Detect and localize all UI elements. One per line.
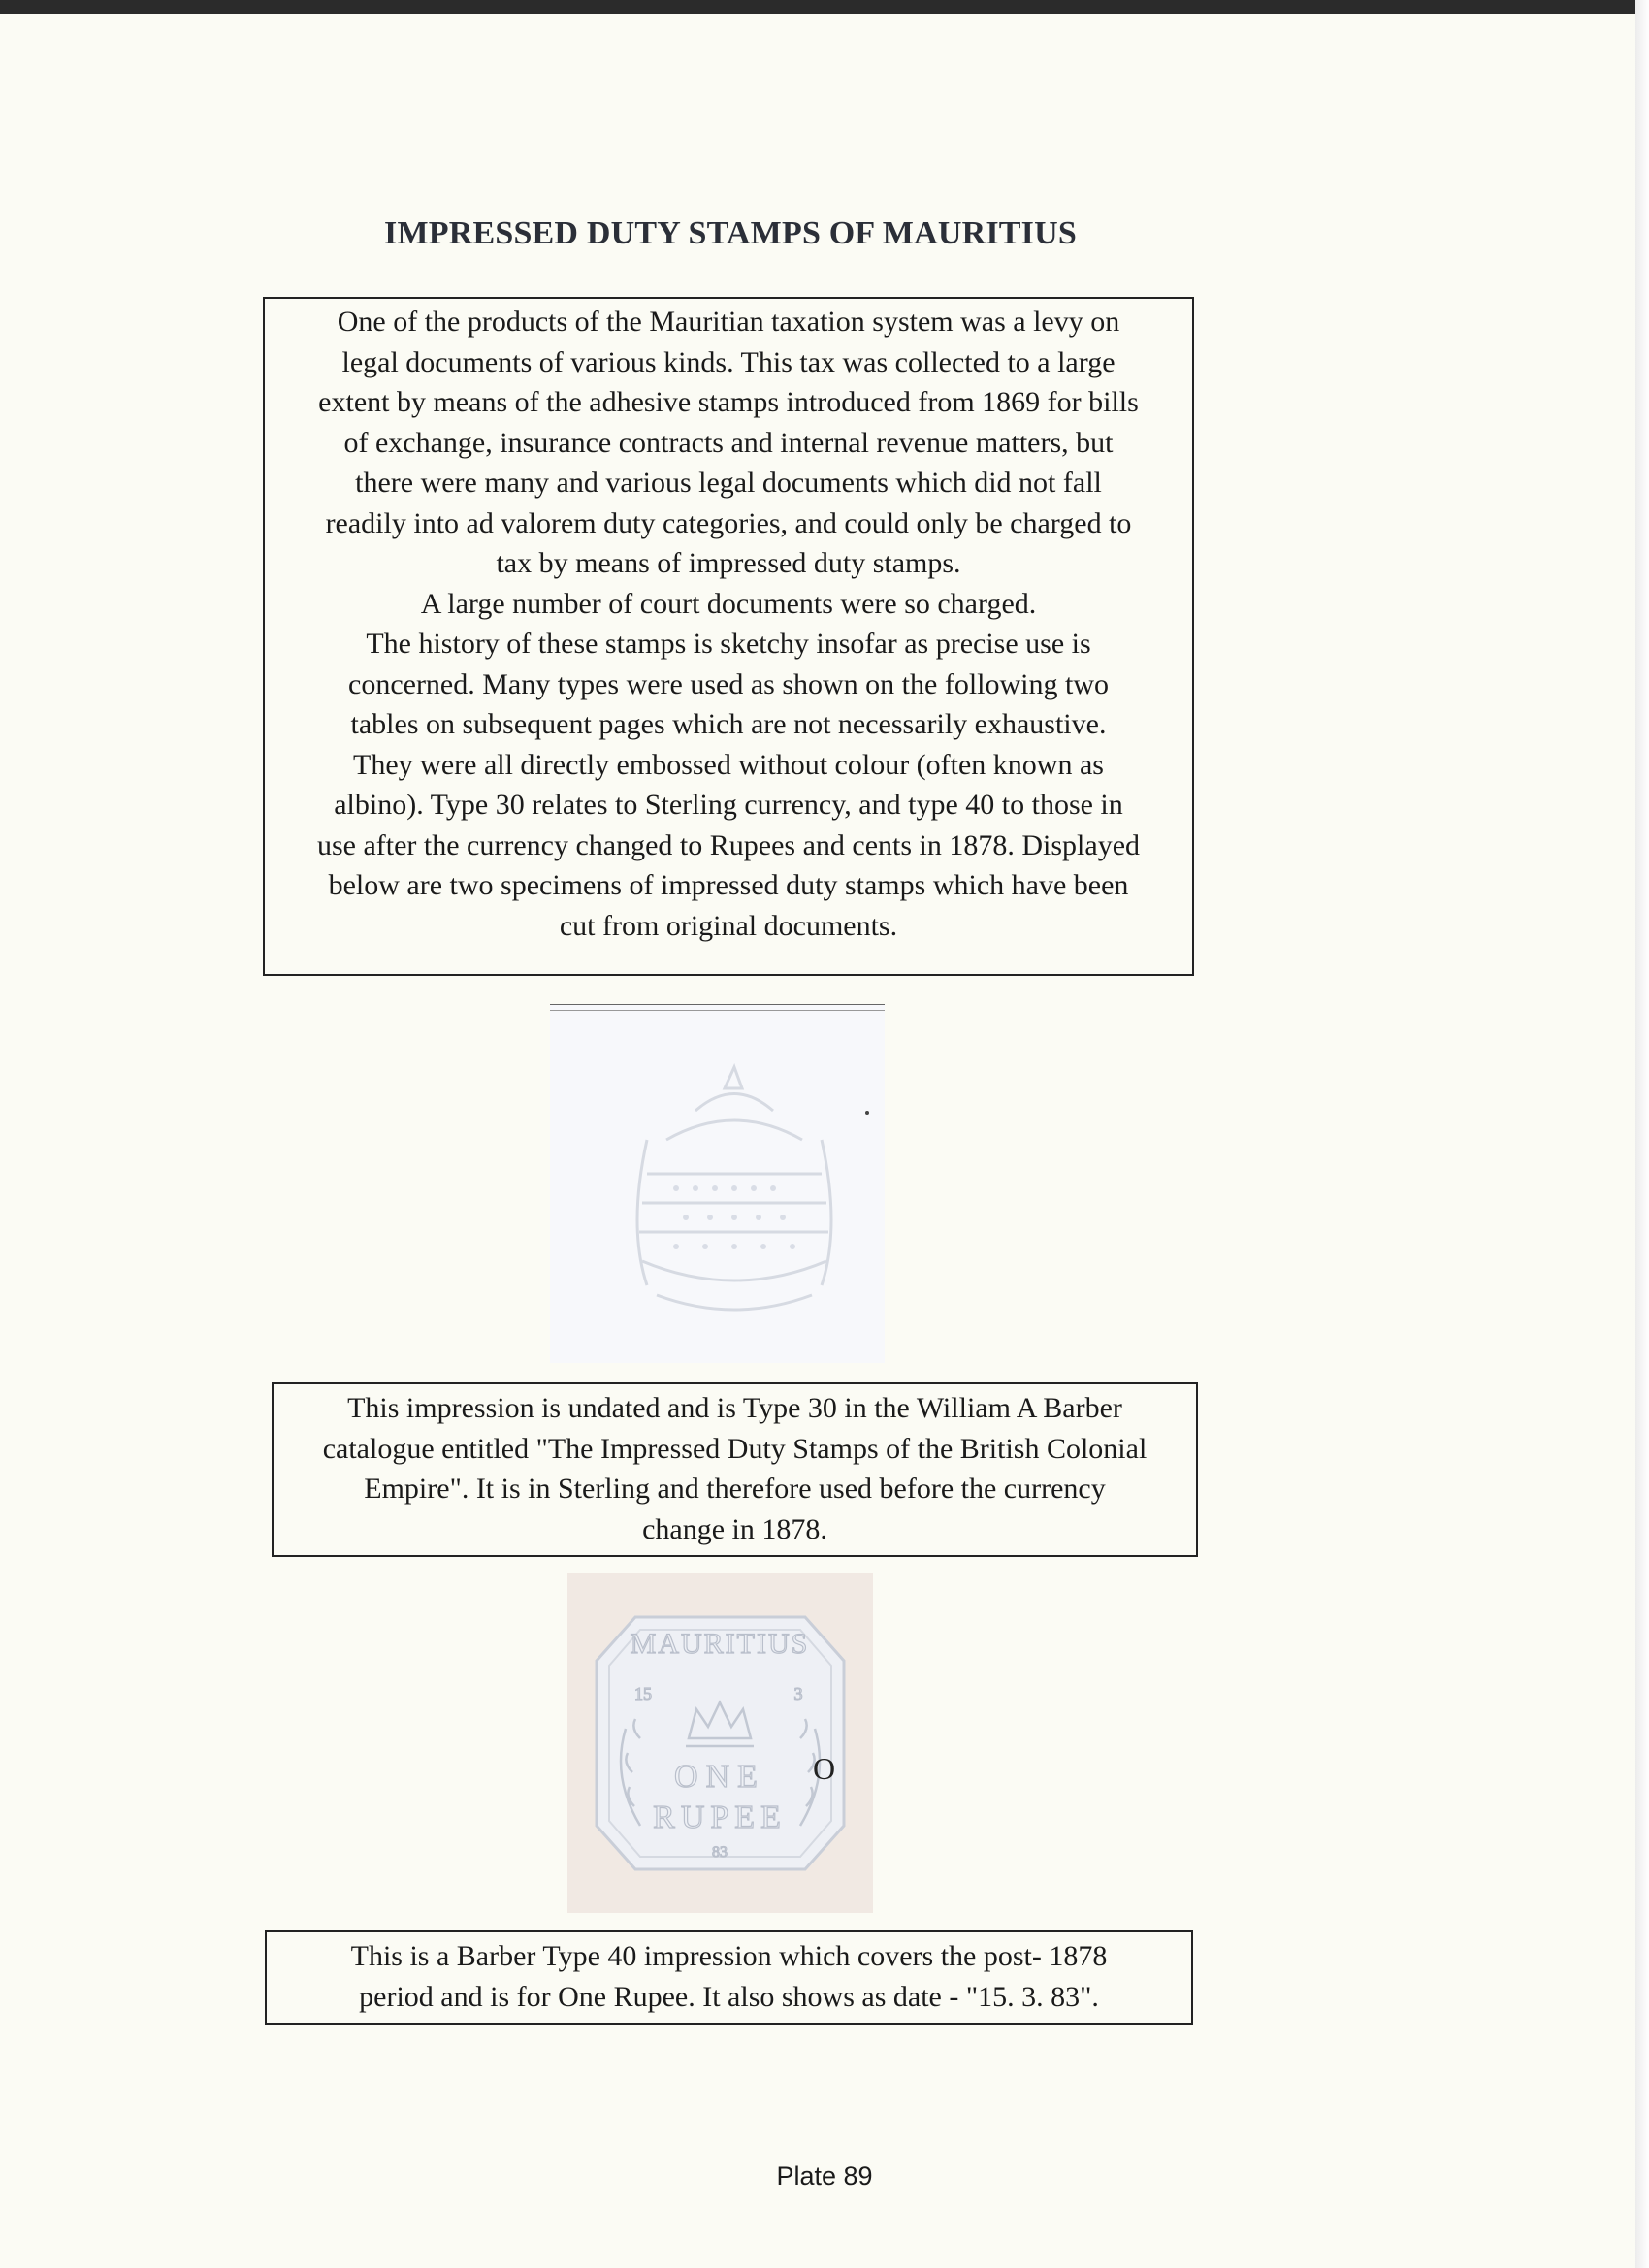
svg-text:83: 83 bbox=[712, 1844, 728, 1861]
intro-line: there were many and various legal documents which did not fall bbox=[355, 467, 1102, 499]
intro-line: tax by means of impressed duty stamps. bbox=[496, 547, 961, 579]
intro-line: albino). Type 30 relates to Sterling currency, and type 40 to those in bbox=[334, 789, 1123, 821]
intro-line: legal documents of various kinds. This tax was collected to a large bbox=[341, 345, 1116, 378]
intro-line: A large number of court documents were so charged. bbox=[420, 587, 1037, 620]
intro-line: of exchange, insurance contracts and internal revenue matters, but bbox=[343, 426, 1114, 459]
embossed-crown-seal-icon bbox=[550, 1004, 885, 1363]
intro-line: use after the currency changed to Rupees and cents in 1878. Displayed bbox=[316, 828, 1141, 861]
intro-line: They were all directly embossed without colour (often known as bbox=[353, 748, 1104, 781]
stray-mark: O bbox=[813, 1751, 836, 1786]
caption-line: period and is for One Rupee. It also shows as date - "15. 3. 83". bbox=[359, 1980, 1099, 2013]
intro-line: The history of these stamps is sketchy insofar as precise use is bbox=[366, 628, 1091, 660]
scan-edge-top bbox=[0, 0, 1649, 14]
caption-line: change in 1878. bbox=[642, 1512, 827, 1545]
caption-line: Empire". It is in Sterling and therefore used before the currency bbox=[364, 1473, 1106, 1505]
page-title: IMPRESSED DUTY STAMPS OF MAURITIUS bbox=[384, 215, 1077, 251]
caption-line: This is a Barber Type 40 impression which covers the post- 1878 bbox=[350, 1940, 1108, 1972]
svg-text:RUPEE: RUPEE bbox=[653, 1799, 787, 1835]
intro-line: One of the products of the Mauritian taxation system was a levy on bbox=[337, 306, 1120, 338]
svg-text:15: 15 bbox=[634, 1684, 652, 1703]
intro-line: readily into ad valorem duty categories, and could only be charged to bbox=[325, 506, 1132, 539]
intro-line: concerned. Many types were used as shown on the following two bbox=[348, 667, 1109, 700]
svg-text:3: 3 bbox=[793, 1684, 803, 1703]
intro-line: extent by means of the adhesive stamps introduced from 1869 for bills bbox=[318, 386, 1139, 418]
svg-text:MAURITIUS: MAURITIUS bbox=[630, 1628, 810, 1660]
intro-line: tables on subsequent pages which are not necessarily exhaustive. bbox=[350, 708, 1107, 740]
caption-type-30 bbox=[272, 1382, 1198, 1557]
intro-text-box bbox=[263, 297, 1194, 976]
intro-line: below are two specimens of impressed duty stamps which have been bbox=[328, 869, 1129, 901]
stamp-specimen-type-40 bbox=[567, 1573, 873, 1913]
caption-line: catalogue entitled "The Impressed Duty Stamps of the British Colonial bbox=[322, 1432, 1148, 1465]
embossed-one-rupee-seal-icon bbox=[567, 1573, 873, 1913]
caption-line: This impression is undated and is Type 30 in the William A Barber bbox=[347, 1392, 1122, 1424]
plate-number: Plate 89 bbox=[776, 2161, 873, 2190]
scan-edge-right bbox=[1635, 0, 1649, 2268]
stamp-specimen-type-30 bbox=[550, 1004, 885, 1363]
svg-text:ONE: ONE bbox=[674, 1759, 765, 1795]
caption-type-40 bbox=[265, 1930, 1193, 2025]
intro-line: cut from original documents. bbox=[559, 909, 898, 942]
